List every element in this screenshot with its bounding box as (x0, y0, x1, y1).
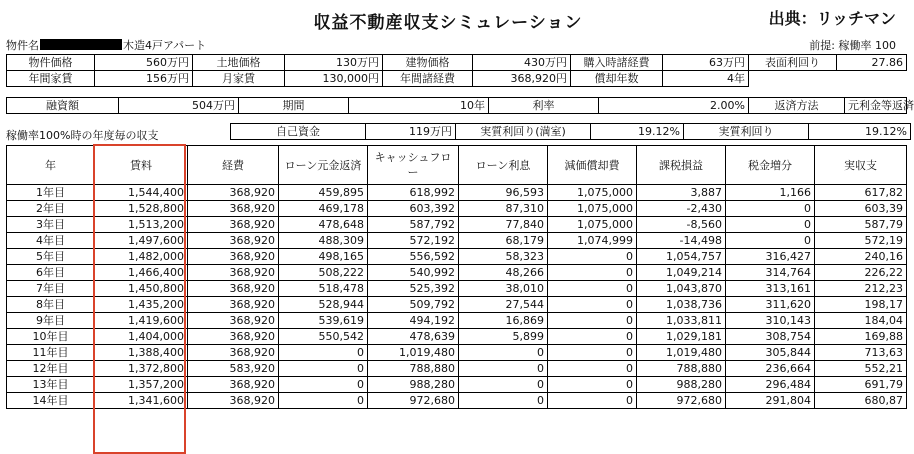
year-cell: 13年目 (7, 377, 95, 393)
value-cell: 308,754 (726, 329, 815, 345)
interest-rate-value: 2.00% (599, 98, 749, 114)
value-cell: 0 (548, 393, 637, 409)
value-cell: 5,899 (459, 329, 548, 345)
value-cell: 1,544,400 (95, 185, 188, 201)
column-header: 実収支 (815, 146, 907, 185)
redaction-bar (40, 39, 122, 50)
value-cell: 305,844 (726, 345, 815, 361)
value-cell: 1,357,200 (95, 377, 188, 393)
value-cell: 508,222 (279, 265, 368, 281)
column-header: キャッシュフロー (368, 146, 459, 185)
value-cell: 368,920 (188, 201, 279, 217)
property-info-table (6, 54, 907, 87)
column-header: 年 (7, 146, 95, 185)
annual-expense-value: 368,920円 (473, 71, 571, 87)
table-row (7, 313, 907, 329)
value-cell: 1,075,000 (548, 185, 637, 201)
value-cell: 0 (726, 217, 815, 233)
annual-rent-label: 年間家賃 (7, 71, 95, 87)
value-cell: 0 (548, 249, 637, 265)
value-cell: 226,22 (815, 265, 907, 281)
value-cell: 1,528,800 (95, 201, 188, 217)
value-cell: 583,920 (188, 361, 279, 377)
year-cell: 9年目 (7, 313, 95, 329)
table-row (7, 233, 907, 249)
column-header: 経費 (188, 146, 279, 185)
value-cell: 572,19 (815, 233, 907, 249)
property-name-line (6, 37, 206, 53)
summary-row (231, 124, 911, 140)
value-cell: 0 (726, 233, 815, 249)
empty-cell (749, 71, 837, 87)
value-cell: 368,920 (188, 345, 279, 361)
value-cell: 0 (459, 361, 548, 377)
value-cell: 603,39 (815, 201, 907, 217)
value-cell: 1,075,000 (548, 201, 637, 217)
value-cell: 58,323 (459, 249, 548, 265)
value-cell: 488,309 (279, 233, 368, 249)
depreciation-years-value: 4年 (663, 71, 749, 87)
value-cell: 310,143 (726, 313, 815, 329)
value-cell: 87,310 (459, 201, 548, 217)
repayment-method-label: 返済方法 (749, 98, 845, 114)
table-row (7, 329, 907, 345)
property-label: 物件名 (6, 39, 39, 52)
value-cell: 0 (459, 345, 548, 361)
loan-term-label: 期間 (239, 98, 349, 114)
value-cell: 368,920 (188, 217, 279, 233)
value-cell: 0 (459, 377, 548, 393)
value-cell: 603,392 (368, 201, 459, 217)
value-cell: 1,435,200 (95, 297, 188, 313)
value-cell: 680,87 (815, 393, 907, 409)
value-cell: 1,054,757 (637, 249, 726, 265)
value-cell: 552,21 (815, 361, 907, 377)
value-cell: 368,920 (188, 313, 279, 329)
value-cell: 988,280 (368, 377, 459, 393)
value-cell: 368,920 (188, 249, 279, 265)
table-row (7, 393, 907, 409)
value-cell: 38,010 (459, 281, 548, 297)
page-title: 収益不動産収支シミュレーション (313, 13, 583, 33)
value-cell: 1,404,000 (95, 329, 188, 345)
value-cell: 368,920 (188, 393, 279, 409)
table-row (7, 201, 907, 217)
table-row (7, 377, 907, 393)
value-cell: 587,792 (368, 217, 459, 233)
depreciation-years-label: 償却年数 (571, 71, 663, 87)
value-cell: 572,192 (368, 233, 459, 249)
building-price-value: 430万円 (473, 55, 571, 71)
value-cell: 1,043,870 (637, 281, 726, 297)
equity-value: 119万円 (366, 124, 456, 140)
value-cell: 972,680 (637, 393, 726, 409)
value-cell: 368,920 (188, 377, 279, 393)
empty-cell (837, 71, 907, 87)
year-cell: 6年目 (7, 265, 95, 281)
acquisition-cost-label: 購入時諸経費 (571, 55, 663, 71)
value-cell: 1,019,480 (637, 345, 726, 361)
price-value: 560万円 (95, 55, 193, 71)
land-price-value: 130万円 (285, 55, 383, 71)
year-cell: 5年目 (7, 249, 95, 265)
value-cell: 617,82 (815, 185, 907, 201)
real-yield-full-value: 19.12% (591, 124, 684, 140)
value-cell: 0 (548, 345, 637, 361)
interest-rate-label: 利率 (489, 98, 599, 114)
property-name: 木造4戸アパート (123, 39, 207, 52)
value-cell: 368,920 (188, 297, 279, 313)
value-cell: 1,513,200 (95, 217, 188, 233)
column-header: 税金増分 (726, 146, 815, 185)
value-cell: 459,895 (279, 185, 368, 201)
premise-note: 前提: 稼働率 100 (809, 39, 896, 52)
value-cell: 184,04 (815, 313, 907, 329)
value-cell: 368,920 (188, 233, 279, 249)
value-cell: 96,593 (459, 185, 548, 201)
year-cell: 1年目 (7, 185, 95, 201)
value-cell: 0 (548, 281, 637, 297)
value-cell: 0 (548, 313, 637, 329)
value-cell: 368,920 (188, 329, 279, 345)
value-cell: 291,804 (726, 393, 815, 409)
value-cell: -2,430 (637, 201, 726, 217)
value-cell: 1,482,000 (95, 249, 188, 265)
monthly-rent-value: 130,000円 (285, 71, 383, 87)
section-label: 稼働率100%時の年度毎の収支 (6, 129, 159, 142)
year-cell: 8年目 (7, 297, 95, 313)
value-cell: 972,680 (368, 393, 459, 409)
value-cell: 0 (279, 393, 368, 409)
info-row-2 (7, 71, 907, 87)
year-cell: 11年目 (7, 345, 95, 361)
value-cell: -14,498 (637, 233, 726, 249)
value-cell: 0 (548, 329, 637, 345)
value-cell: 469,178 (279, 201, 368, 217)
value-cell: 618,992 (368, 185, 459, 201)
value-cell: 1,166 (726, 185, 815, 201)
value-cell: 1,341,600 (95, 393, 188, 409)
value-cell: 1,019,480 (368, 345, 459, 361)
value-cell: 528,944 (279, 297, 368, 313)
info-row-1 (7, 55, 907, 71)
table-row (7, 249, 907, 265)
table-row (7, 185, 907, 201)
column-header: 賃料 (95, 146, 188, 185)
cashflow-table (6, 145, 907, 409)
value-cell: 494,192 (368, 313, 459, 329)
value-cell: 478,648 (279, 217, 368, 233)
surface-yield-label: 表面利回り (749, 55, 837, 71)
value-cell: 1,033,811 (637, 313, 726, 329)
value-cell: 0 (548, 297, 637, 313)
loan-row (7, 98, 907, 114)
value-cell: 1,038,736 (637, 297, 726, 313)
real-yield-value: 19.12% (809, 124, 911, 140)
surface-yield-value: 27.86 (837, 55, 907, 71)
source-caption: 出典：リッチマン (768, 9, 896, 28)
value-cell: 0 (459, 393, 548, 409)
land-price-label: 土地価格 (193, 55, 285, 71)
table-body (7, 185, 907, 409)
value-cell: 48,266 (459, 265, 548, 281)
value-cell: 296,484 (726, 377, 815, 393)
value-cell: 525,392 (368, 281, 459, 297)
annual-expense-label: 年間諸経費 (383, 71, 473, 87)
real-yield-full-label: 実質利回り(満室) (456, 124, 591, 140)
annual-rent-value: 156万円 (95, 71, 193, 87)
equity-label: 自己資金 (231, 124, 366, 140)
value-cell: 1,466,400 (95, 265, 188, 281)
loan-term-value: 10年 (349, 98, 489, 114)
value-cell: 316,427 (726, 249, 815, 265)
loan-amount-label: 融資額 (7, 98, 119, 114)
monthly-rent-label: 月家賃 (193, 71, 285, 87)
value-cell: 16,869 (459, 313, 548, 329)
value-cell: 691,79 (815, 377, 907, 393)
value-cell: 240,16 (815, 249, 907, 265)
price-label: 物件価格 (7, 55, 95, 71)
value-cell: 518,478 (279, 281, 368, 297)
value-cell: 0 (279, 377, 368, 393)
value-cell: 540,992 (368, 265, 459, 281)
value-cell: 1,049,214 (637, 265, 726, 281)
repayment-method-value: 元利金等返済 (845, 98, 907, 114)
value-cell: 587,79 (815, 217, 907, 233)
value-cell: 509,792 (368, 297, 459, 313)
value-cell: 311,620 (726, 297, 815, 313)
column-header: 課税損益 (637, 146, 726, 185)
value-cell: 556,592 (368, 249, 459, 265)
table-row (7, 281, 907, 297)
column-header: ローン元金返済 (279, 146, 368, 185)
value-cell: 1,372,800 (95, 361, 188, 377)
value-cell: 0 (279, 361, 368, 377)
year-cell: 3年目 (7, 217, 95, 233)
value-cell: 0 (548, 377, 637, 393)
table-row (7, 361, 907, 377)
value-cell: 713,63 (815, 345, 907, 361)
value-cell: 788,880 (637, 361, 726, 377)
value-cell: 27,544 (459, 297, 548, 313)
table-row (7, 265, 907, 281)
value-cell: 313,161 (726, 281, 815, 297)
value-cell: 77,840 (459, 217, 548, 233)
value-cell: 788,880 (368, 361, 459, 377)
value-cell: 1,029,181 (637, 329, 726, 345)
value-cell: 550,542 (279, 329, 368, 345)
value-cell: 212,23 (815, 281, 907, 297)
loan-table (6, 97, 914, 114)
loan-amount-value: 504万円 (119, 98, 239, 114)
value-cell: 988,280 (637, 377, 726, 393)
value-cell: 198,17 (815, 297, 907, 313)
table-row (7, 345, 907, 361)
value-cell: 478,639 (368, 329, 459, 345)
value-cell: 1,497,600 (95, 233, 188, 249)
value-cell: 368,920 (188, 265, 279, 281)
value-cell: 498,165 (279, 249, 368, 265)
acquisition-cost-value: 63万円 (663, 55, 749, 71)
year-cell: 7年目 (7, 281, 95, 297)
value-cell: 368,920 (188, 281, 279, 297)
column-header: ローン利息 (459, 146, 548, 185)
table-row (7, 217, 907, 233)
year-cell: 12年目 (7, 361, 95, 377)
value-cell: 314,764 (726, 265, 815, 281)
value-cell: -8,560 (637, 217, 726, 233)
value-cell: 0 (726, 201, 815, 217)
value-cell: 3,887 (637, 185, 726, 201)
real-yield-label: 実質利回り (684, 124, 809, 140)
value-cell: 368,920 (188, 185, 279, 201)
column-header: 減価償却費 (548, 146, 637, 185)
value-cell: 0 (548, 265, 637, 281)
table-header-row (7, 146, 907, 185)
table-row (7, 297, 907, 313)
year-cell: 2年目 (7, 201, 95, 217)
value-cell: 539,619 (279, 313, 368, 329)
value-cell: 0 (279, 345, 368, 361)
year-cell: 10年目 (7, 329, 95, 345)
year-cell: 14年目 (7, 393, 95, 409)
building-price-label: 建物価格 (383, 55, 473, 71)
value-cell: 0 (548, 361, 637, 377)
value-cell: 1,388,400 (95, 345, 188, 361)
year-cell: 4年目 (7, 233, 95, 249)
summary-table (230, 123, 911, 140)
value-cell: 236,664 (726, 361, 815, 377)
value-cell: 68,179 (459, 233, 548, 249)
value-cell: 1,450,800 (95, 281, 188, 297)
value-cell: 1,419,600 (95, 313, 188, 329)
value-cell: 1,075,000 (548, 217, 637, 233)
value-cell: 1,074,999 (548, 233, 637, 249)
value-cell: 169,88 (815, 329, 907, 345)
